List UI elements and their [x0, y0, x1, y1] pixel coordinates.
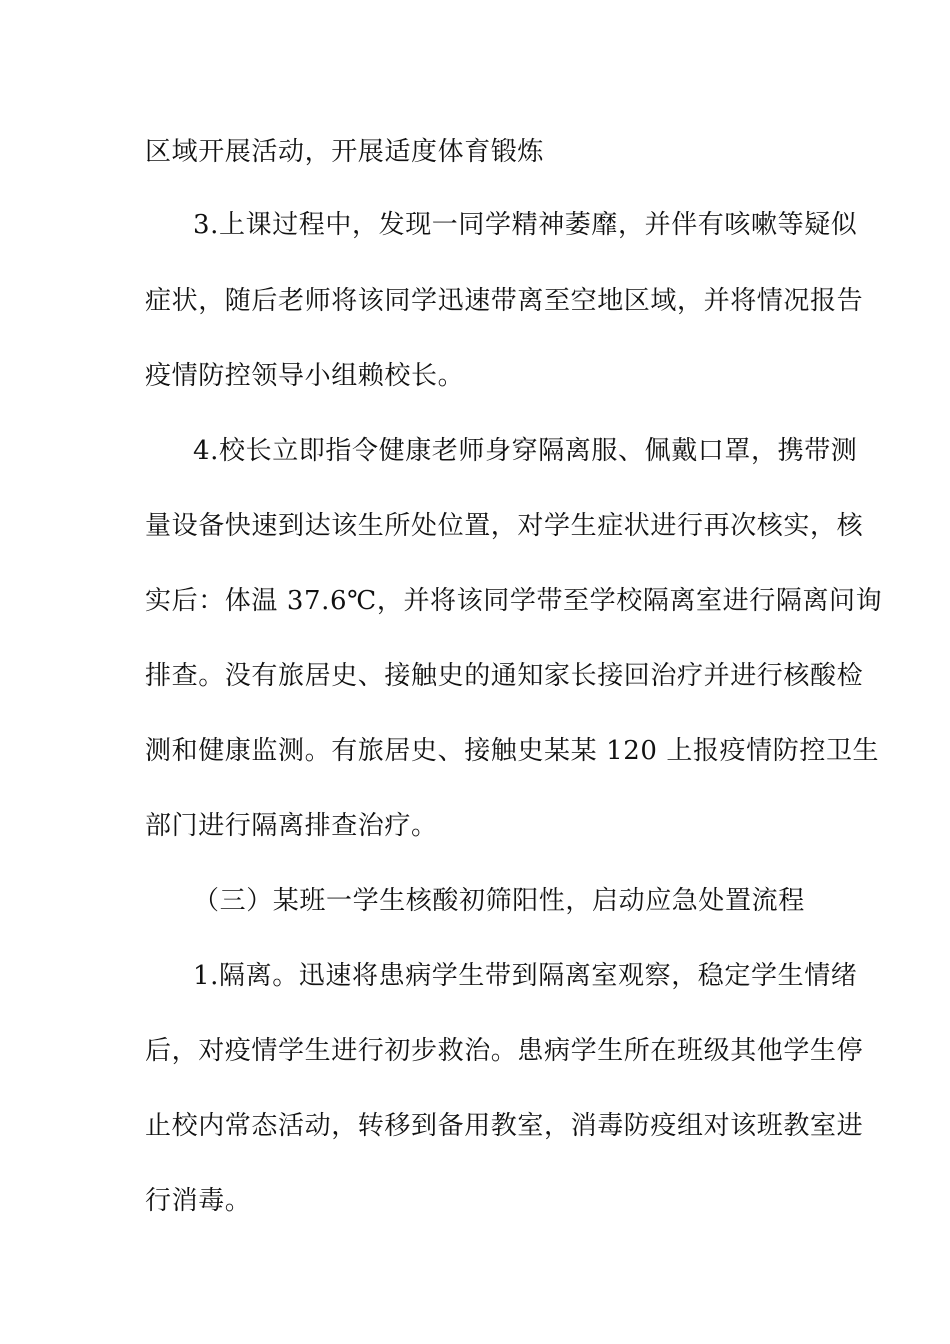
text-line: 部门进行隔离排查治疗。: [145, 811, 438, 841]
text-line: 症状，随后老师将该同学迅速带离至空地区域，并将情况报告: [145, 286, 864, 316]
text-line: 疫情防控领导小组赖校长。: [145, 361, 465, 391]
text-line: 行消毒。: [145, 1186, 252, 1216]
text-line-continuation: 区域开展活动，开展适度体育锻炼: [145, 137, 545, 167]
text-line: 止校内常态活动，转移到备用教室，消毒防疫组对该班教室进: [145, 1111, 864, 1141]
text-line: 量设备快速到达该生所处位置，对学生症状进行再次核实，核: [145, 511, 864, 541]
text-line-item-3-start: 3.上课过程中，发现一同学精神萎靡，并伴有咳嗽等疑似: [193, 210, 858, 240]
text-line: 后，对疫情学生进行初步救治。患病学生所在班级其他学生停: [145, 1036, 864, 1066]
section-heading: （三）某班一学生核酸初筛阳性，启动应急处置流程: [193, 886, 805, 916]
text-line: 实后：体温 37.6℃，并将该同学带至学校隔离室进行隔离问询: [145, 586, 883, 616]
text-line: 测和健康监测。有旅居史、接触史某某 120 上报疫情防控卫生: [145, 736, 880, 766]
text-line-item-4-start: 4.校长立即指令健康老师身穿隔离服、佩戴口罩，携带测: [193, 436, 858, 466]
text-line: 排查。没有旅居史、接触史的通知家长接回治疗并进行核酸检: [145, 661, 864, 691]
text-line-item-1-start: 1.隔离。迅速将患病学生带到隔离室观察，稳定学生情绪: [193, 961, 858, 991]
